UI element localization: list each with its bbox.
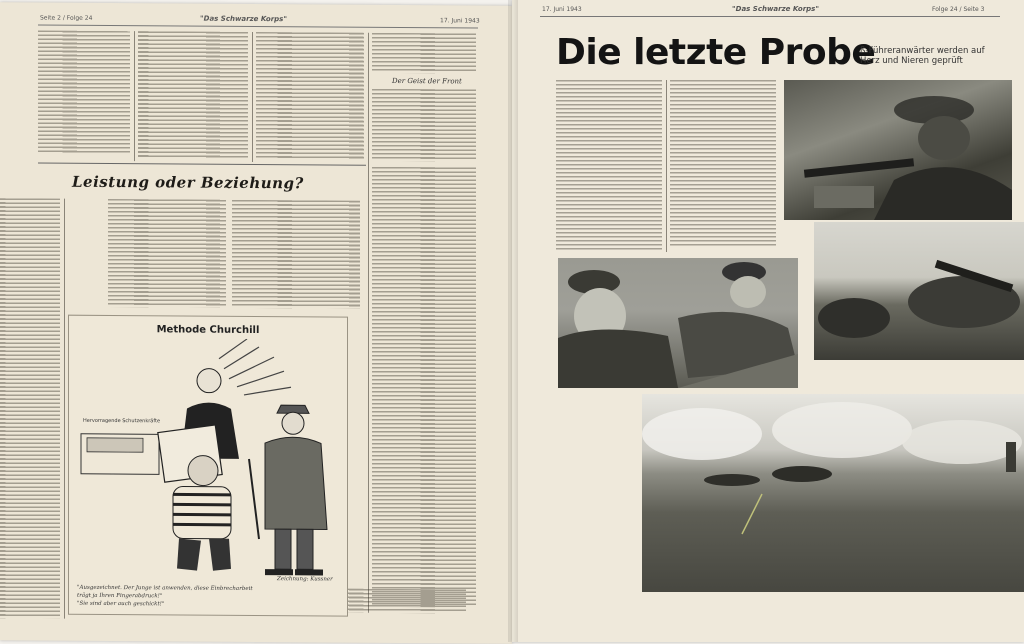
cartoon-sign: Hervorragende Schutzenkräfte: [83, 418, 160, 425]
text-column: [108, 199, 226, 308]
column-rule: [368, 33, 369, 613]
text-column: [372, 89, 476, 162]
caption-line-1: "Ausgezeichnet. Der Junge ist anwenden, diese Einbrecharbeit: [77, 584, 347, 594]
cartoon-illustration: [69, 338, 347, 590]
column-rule: [134, 31, 135, 161]
cartoon-signature: Zeichnung: Kussner: [277, 575, 333, 583]
cartoon-panel: [68, 315, 348, 617]
column-rule: [64, 199, 65, 619]
column-rule: [252, 32, 253, 162]
cartoon-caption: [77, 584, 347, 610]
left-newspaper-page: [0, 2, 512, 644]
small-heading: Der Geist der Front: [392, 77, 462, 85]
text-column: [256, 32, 364, 159]
photo-prone-soldiers: [814, 222, 1024, 360]
right-page-header-right: Folge 24 / Seite 3: [932, 6, 984, 13]
left-header-rule: [38, 24, 478, 28]
right-newspaper-page: [512, 0, 1024, 642]
photo-smoke-field: [642, 394, 1024, 592]
text-column: [346, 589, 466, 614]
left-page-header-right: 17. Juni 1943: [440, 17, 480, 24]
caption-line-2: trägt ja Ihren Fingerabdruck!": [77, 592, 347, 602]
article-subhead: ß-Führeranwärter werden auf Herz und Nieren geprüft: [860, 46, 1000, 66]
text-column: [38, 30, 130, 153]
right-page-header-left: 17. Juni 1943: [542, 6, 582, 13]
text-column: [556, 80, 662, 252]
left-page-header-center: "Das Schwarze Korps": [200, 15, 287, 24]
section-rule: [38, 162, 366, 165]
text-column: [232, 200, 360, 309]
column-rule: [666, 80, 667, 252]
text-column: [670, 80, 776, 248]
text-column: [372, 167, 476, 608]
center-fold: [508, 0, 518, 642]
right-header-rule: [540, 16, 1000, 17]
article-headline: Leistung oder Beziehung?: [72, 173, 304, 193]
text-column: [372, 33, 476, 74]
text-column: [138, 31, 248, 158]
photo-soldiers-pointing: [558, 258, 798, 388]
right-page-header-center: "Das Schwarze Korps": [732, 5, 819, 13]
left-page-header-left: Seite 2 / Folge 24: [40, 14, 92, 21]
photo-machine-gunner: [784, 80, 1012, 220]
cartoon-title: Methode Churchill: [69, 324, 347, 337]
text-column: [0, 198, 60, 618]
article-headline: Die letzte Probe: [556, 32, 875, 73]
caption-line-3: "Sie sind aber auch geschickt!": [77, 600, 347, 610]
